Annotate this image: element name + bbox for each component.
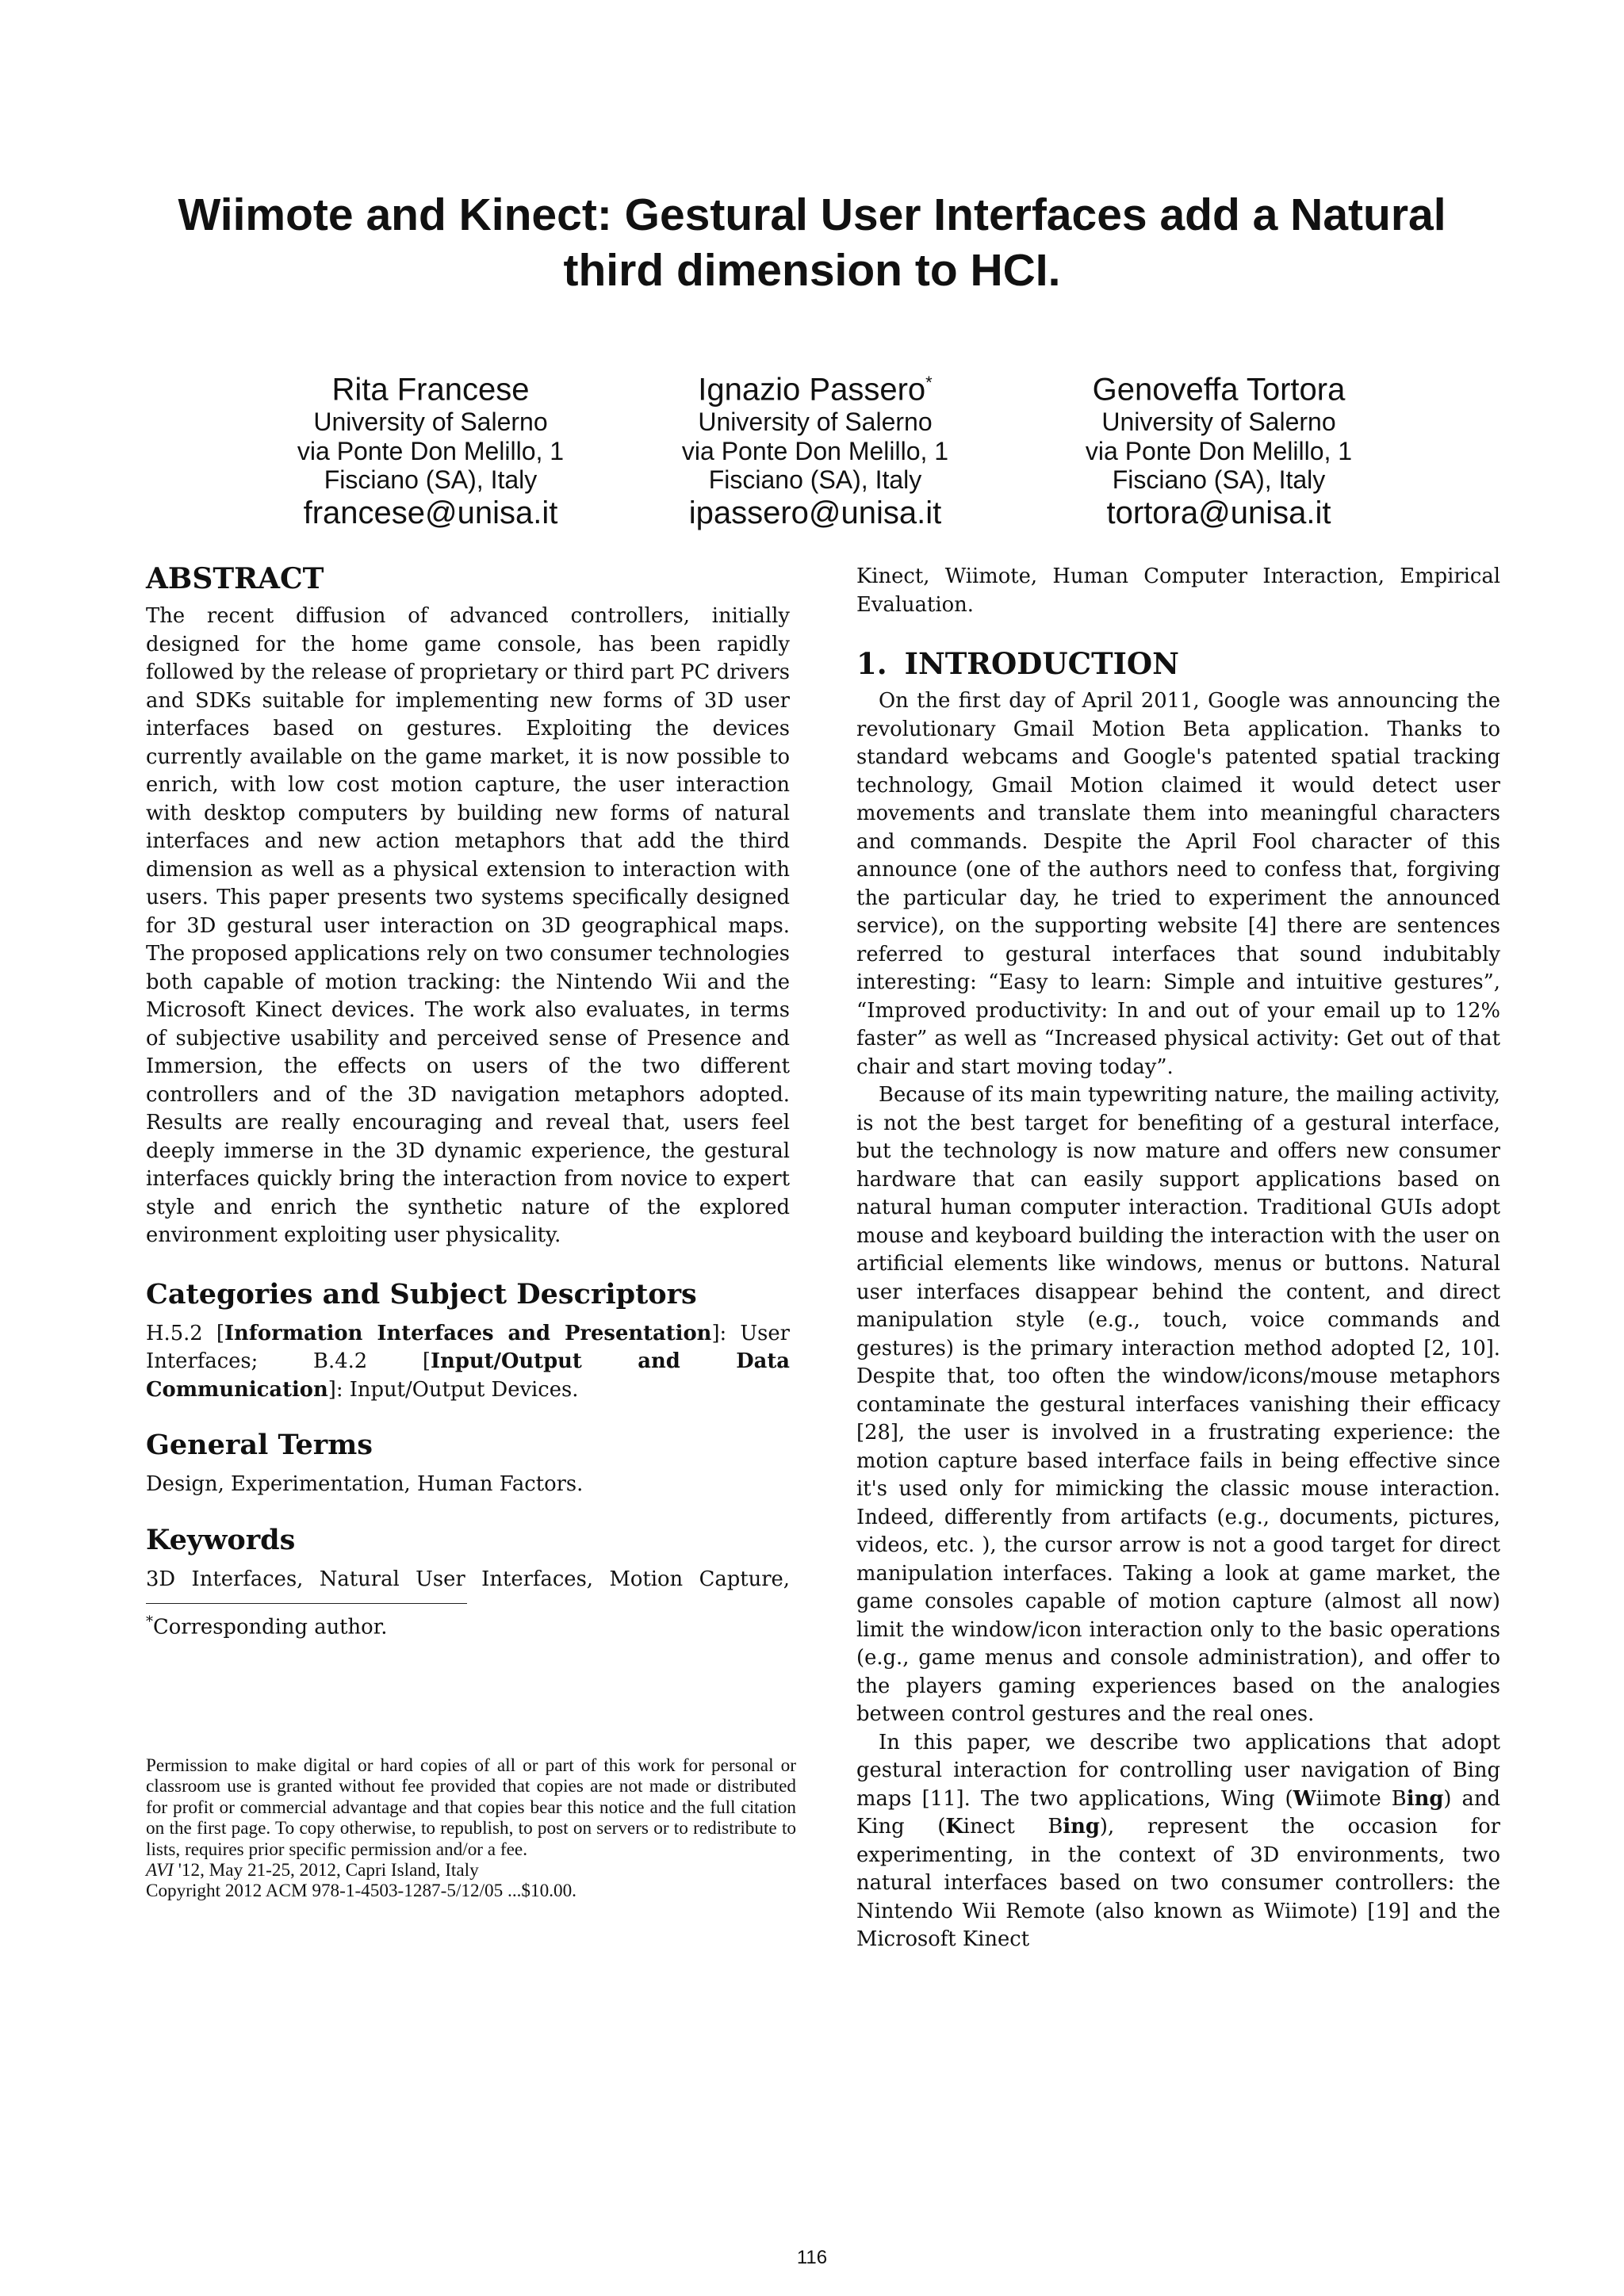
- author-block: [256, 365, 605, 531]
- general-terms-heading: General Terms: [146, 1429, 373, 1461]
- author-affiliation: University of Salerno: [698, 408, 933, 437]
- categories-text: H.5.2 [Information Interfaces and Presentation]: User Interfaces; B.4.2 [Input/Output and Data Communication]: Input/Output Devices.: [146, 1321, 790, 1402]
- copyright-line: Copyright 2012 ACM 978-1-4503-1287-5/12/05 ...$10.00.: [146, 1881, 576, 1902]
- corresponding-marker: *: [925, 373, 933, 392]
- permission-text: Permission to make digital or hard copies of all or part of this work for personal or classroom use is granted without fee provided that copies are not made or distributed for profit or commercial advantage and that copies bear this notice and the full citation on the first page. To copy otherwise, to republish, to post on servers or to redistribute to lists, requires prior specific permission and/or a fee.: [146, 1755, 796, 1860]
- intro-paragraph-2: Because of its main typewriting nature, the mailing activity, is not the best target for benefiting of a gestural interface, but the technology is now mature and offers new consumer hardware that can easily support applications based on natural human computer interaction. Traditional GUIs adopt mouse and keyboard building the interaction with the user on artificial elements like windows, menus or buttons. Natural user interfaces disappear behind the content, and direct manipulation style (e.g., touch, voice commands and gestures) is the primary interaction method adopted [2, 10]. Despite that, too often the window/icons/mouse metaphors contaminate the gestural interfaces vanishing their efficacy [28], the user is involved in a frustrating experience: the motion capture based interface fails in being effective since it's used only for mimicking the classic mouse interaction. Indeed, differently from artifacts (e.g., documents, pictures, videos, etc. ), the cursor arrow is not a good target for direct manipulation interfaces. Taking a look at game market, the game consoles capable of motion capture (almost all now) limit the window/icon interaction only to the basic operations (e.g., game menus and console administration), and offer to the players gaming experiences based on the analogies between control gestures and the real ones.: [856, 1083, 1500, 1726]
- author-city: Fisciano (SA), Italy: [708, 465, 922, 495]
- author-affiliation: University of Salerno: [1101, 408, 1336, 437]
- author-email: francese@unisa.it: [303, 495, 558, 530]
- author-name: Genoveffa Tortora: [1092, 372, 1346, 408]
- author-block: [1044, 365, 1393, 531]
- keywords-continuation: Kinect, Wiimote, Human Computer Interaction, Empirical Evaluation.: [856, 564, 1500, 617]
- general-terms-text: Design, Experimentation, Human Factors.: [146, 1472, 584, 1496]
- intro-paragraph-3: In this paper, we describe two applications that adopt gestural interaction for controlling user navigation of Bing maps [11]. The two applications, Wing (Wiimote Bing) and King (Kinect Bing), represent the occasion for experimenting, in the context of 3D environments, two natural interfaces based on two consumer controllers: the Nintendo Wii Remote (also known as Wiimote) [19] and the Microsoft Kinect: [856, 1730, 1501, 1951]
- categories-heading: Categories and Subject Descriptors: [146, 1277, 697, 1311]
- author-email: ipassero@unisa.it: [688, 495, 942, 530]
- author-name: Rita Francese: [331, 372, 530, 408]
- author-address: via Ponte Don Melillo, 1: [297, 436, 565, 465]
- intro-paragraph-1: On the first day of April 2011, Google was announcing the revolutionary Gmail Motion Beta application. Thanks to standard webcams and Google's patented spatial tracking technology, Gmail Motion claimed it would detect user movements and translate them into meaningful characters and commands. Despite the April Fool character of this announce (one of the authors need to confess that, forgiving the particular day, he tried to experiment the announced service), on the supporting website [4] there are sentences referred to gestural interfaces that sound indubitably interesting: “Easy to learn: Simple and intuitive gestures”, “Improved productivity: In and out of your email up to 12% faster” as well as “Increased physical activity: Get out of that chair and start moving today”.: [856, 689, 1500, 1079]
- author-address: via Ponte Don Melillo, 1: [681, 436, 949, 465]
- footnote: *Corresponding author.: [146, 1613, 388, 1640]
- keywords-text: 3D Interfaces, Natural User Interfaces, Motion Capture,: [146, 1567, 790, 1591]
- footnote-rule: [146, 1603, 467, 1604]
- introduction-heading: 1. INTRODUCTION: [856, 646, 1179, 681]
- right-column: [856, 563, 1500, 1954]
- page-number: 116: [796, 2247, 828, 2268]
- author-name: Ignazio Passero*: [698, 372, 933, 408]
- author-affiliation: University of Salerno: [313, 408, 548, 437]
- left-column: [146, 561, 790, 1641]
- abstract-heading: ABSTRACT: [146, 562, 324, 595]
- author-address: via Ponte Don Melillo, 1: [1085, 436, 1353, 465]
- abstract-text: The recent diffusion of advanced controllers, initially designed for the home game console, has been rapidly followed by the release of proprietary or third part PC drivers and SDKs suitable for implementing new forms of 3D user interfaces based on gestures. Exploiting the devices currently available on the game market, it is now possible to enrich, with low cost motion capture, the user interaction with desktop computers by building new forms of natural interfaces and new action metaphors that add the third dimension as well as a physical extension to interaction with users. This paper presents two systems specifically designed for 3D gestural user interaction on 3D geographical maps. The proposed applications rely on two consumer technologies both capable of motion tracking: the Nintendo Wii and the Microsoft Kinect devices. The work also evaluates, in terms of subjective usability and perceived sense of Presence and Immersion, the effects on users of the two different controllers and of the 3D navigation metaphors adopted. Results are really encouraging and reveal that, users feel deeply immerse in the 3D dynamic experience, the gestural interfaces quickly bring the interaction from novice to expert style and enrich the synthetic nature of the explored environment exploiting user physicality.: [146, 604, 790, 1247]
- permission-notice: [146, 1755, 796, 1902]
- author-block: [641, 365, 990, 531]
- author-city: Fisciano (SA), Italy: [324, 465, 538, 495]
- paper-title: Wiimote and Kinect: Gestural User Interfaces add a Natural third dimension to HCI.: [178, 189, 1446, 296]
- keywords-heading: Keywords: [146, 1523, 296, 1556]
- venue-line: AVI '12, May 21-25, 2012, Capri Island, Italy: [146, 1860, 479, 1881]
- author-city: Fisciano (SA), Italy: [1112, 465, 1326, 495]
- author-email: tortora@unisa.it: [1106, 495, 1331, 530]
